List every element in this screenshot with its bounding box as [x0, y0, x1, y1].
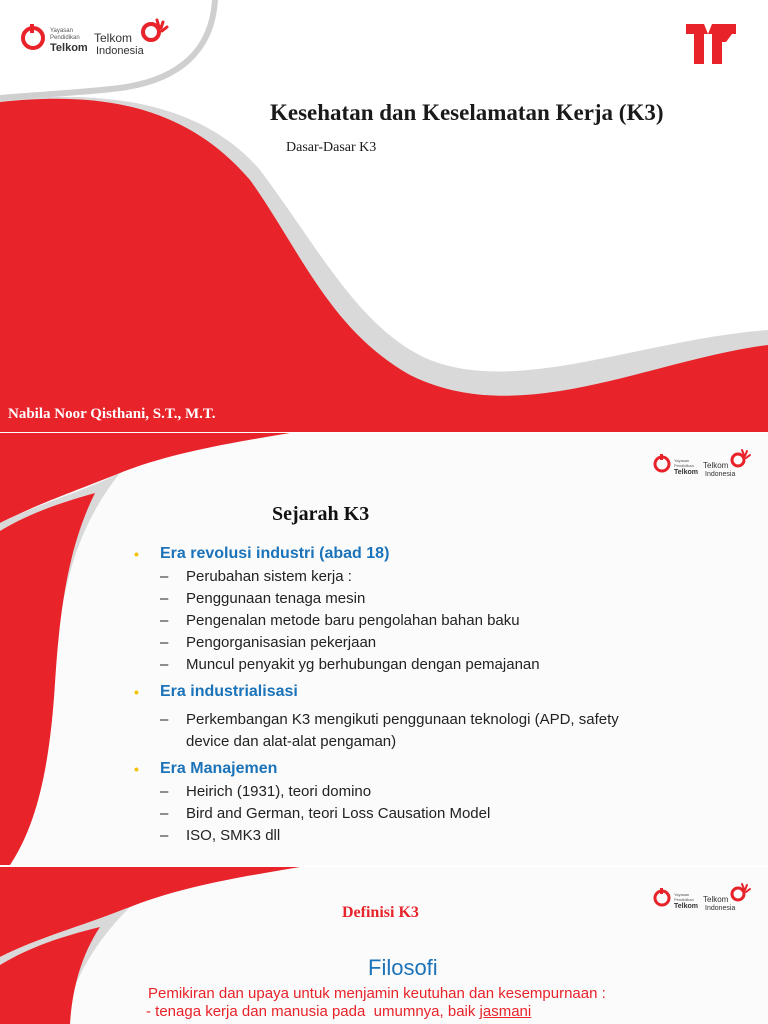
- ypt-logo-line3: Telkom: [674, 469, 698, 476]
- list-item: – Muncul penyakit yg berhubungan dengan pemajanan: [160, 656, 540, 673]
- ypt-logo-line3: Telkom: [674, 903, 698, 910]
- list-item: – Bird and German, teori Loss Causation Model: [160, 805, 491, 822]
- list-item: – ISO, SMK3 dll: [160, 827, 281, 844]
- ypt-logo-line2: Pendidikan: [674, 897, 694, 902]
- filosofi-line1: Pemikiran dan upaya untuk menjamin keutuhan dan kesempurnaan :: [148, 985, 606, 1002]
- ypt-logo-line3: Telkom: [50, 42, 88, 54]
- telkom-logo-line2: Indonesia: [96, 45, 144, 57]
- list-item: – Penggunaan tenaga mesin: [160, 590, 366, 607]
- list-item: – Perubahan sistem kerja :: [160, 568, 352, 585]
- ypt-logo-line2: Pendidikan: [674, 463, 694, 468]
- telkom-logo-line2: Indonesia: [705, 905, 736, 912]
- list-item: – Heirich (1931), teori domino: [160, 783, 372, 800]
- slide1-subtitle: Dasar-Dasar K3: [286, 140, 377, 155]
- ypt-logo-icon: [652, 453, 672, 473]
- slide1-author: Nabila Noor Qisthani, S.T., M.T.: [8, 406, 216, 422]
- telkom-logo-line1: Telkom: [703, 461, 729, 470]
- bullet-dot-icon: •: [134, 684, 139, 700]
- ypt-logo-icon: [20, 22, 48, 52]
- telkom-hand-icon: [136, 16, 170, 44]
- ypt-logo-line1: Yayasan: [674, 458, 690, 463]
- filosofi-underlined-word: jasmani: [479, 1003, 532, 1020]
- section-heading: • Era revolusi industri (abad 18): [134, 543, 754, 565]
- section-heading: • Era industrialisasi: [134, 681, 754, 703]
- history-bullet-list: [134, 543, 754, 847]
- telkom-hand-icon: [728, 881, 752, 903]
- ypt-logo-line1: Yayasan: [50, 28, 73, 34]
- title-slide: [0, 0, 768, 432]
- list-item: – Pengorganisasian pekerjaan: [160, 634, 377, 651]
- section-heading: • Era Manajemen: [134, 758, 754, 780]
- bullet-dot-icon: •: [134, 546, 139, 562]
- definition-slide: [0, 867, 768, 1024]
- filosofi-dash: -: [146, 1003, 151, 1020]
- telkom-hand-icon: [728, 447, 752, 469]
- ypt-logo-line2: Pendidikan: [50, 35, 80, 41]
- slide3-title: Definisi K3: [342, 904, 419, 921]
- telkom-logo-line1: Telkom: [94, 31, 133, 45]
- slide1-title: Kesehatan dan Keselamatan Kerja (K3): [270, 100, 664, 125]
- bullet-dot-icon: •: [134, 761, 139, 777]
- ypt-logo-line1: Yayasan: [674, 892, 690, 897]
- list-item: – Pengenalan metode baru pengolahan bahan baku: [160, 612, 520, 629]
- tut-wuri-handayani-icon: [686, 20, 736, 68]
- ypt-logo-icon: [652, 887, 672, 907]
- filosofi-line2-text: tenaga kerja dan manusia pada umumnya, baik: [151, 1003, 480, 1020]
- telkom-logo-line2: Indonesia: [705, 471, 736, 478]
- filosofi-heading: Filosofi: [368, 955, 438, 980]
- list-item: – Perkembangan K3 mengikuti penggunaan teknologi (APD, safety device dan alat-alat pengaman): [160, 711, 619, 750]
- slide-background-waves: [0, 0, 768, 432]
- filosofi-line2: [146, 1003, 531, 1020]
- telkom-logo-line1: Telkom: [703, 895, 729, 904]
- slide2-title: Sejarah K3: [272, 503, 370, 525]
